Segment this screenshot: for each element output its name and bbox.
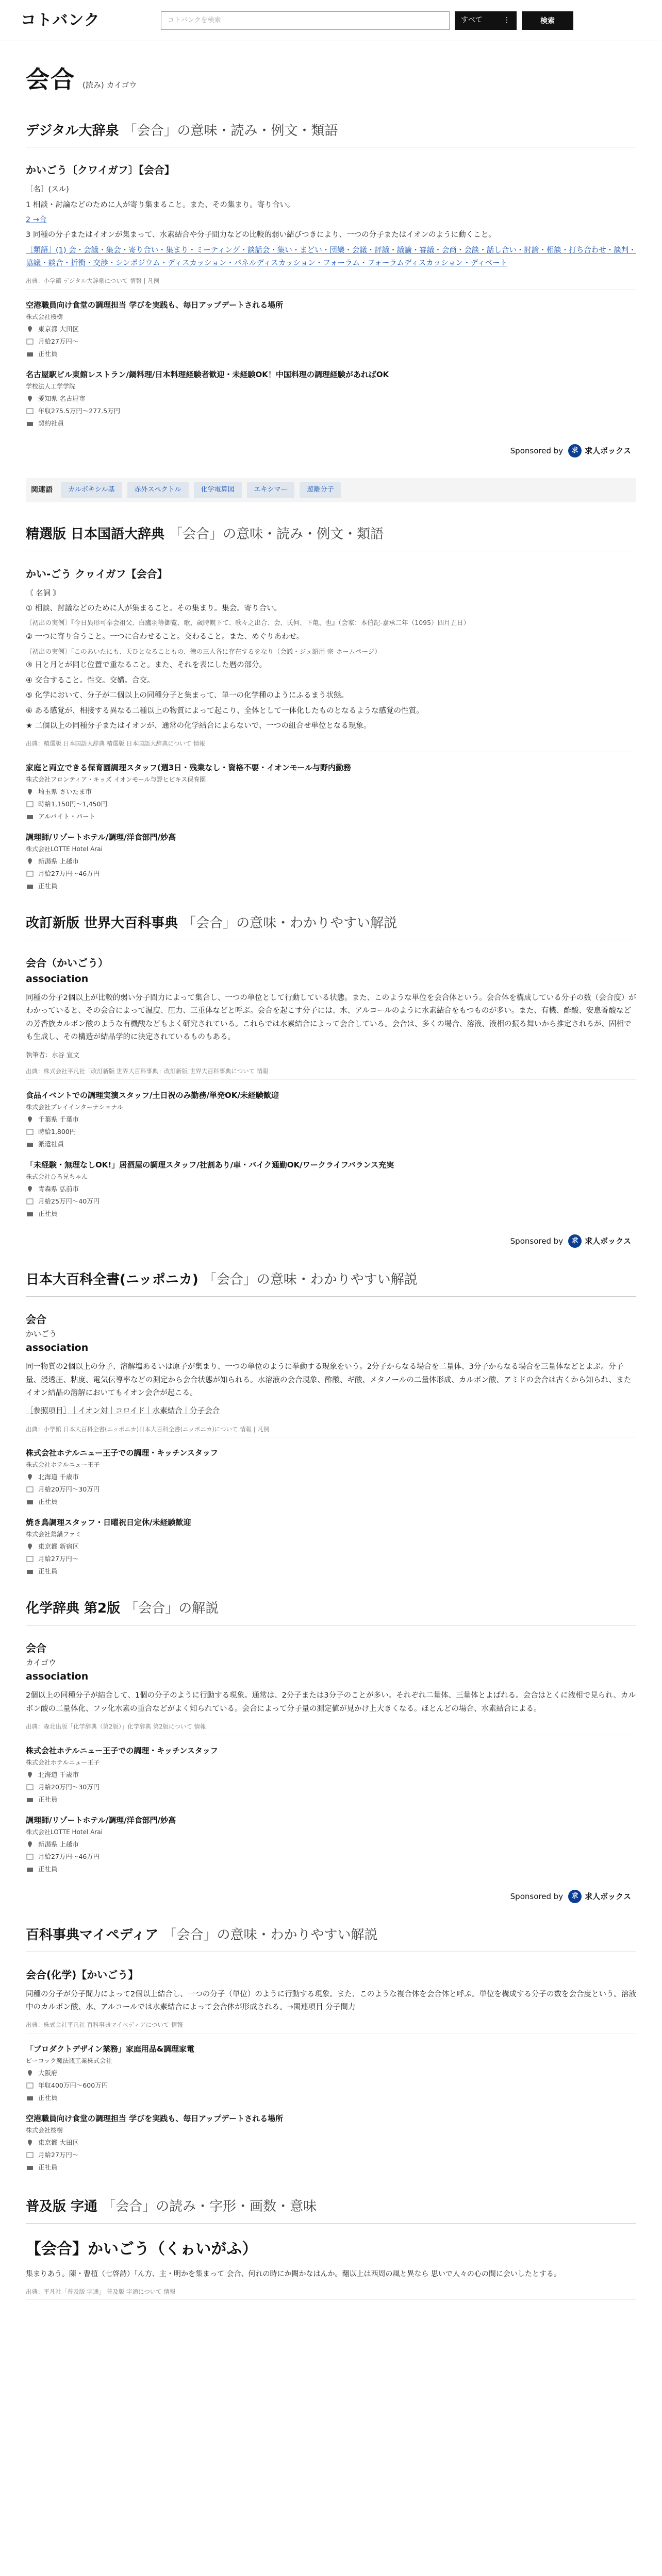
search-area (161, 11, 573, 30)
job-company: 株式会社LOTTE Hotel Arai (26, 1828, 103, 1836)
entry-heading: 会合 (26, 1642, 46, 1655)
job-pay: 月給25万円〜40万円 (26, 1196, 636, 1207)
related-chip[interactable]: エキシマー (247, 482, 295, 498)
entry-heading: 会合 (26, 1313, 46, 1326)
job-pay: 月給20万円〜30万円 (26, 1782, 636, 1792)
job-pay: 月給27万円〜46万円 (26, 869, 636, 879)
location-icon (26, 1543, 34, 1551)
section-title (26, 1598, 636, 1625)
entry-heading: 会合(化学)【かいごう】 (26, 1968, 139, 1981)
main-content (0, 41, 662, 2300)
dict-subtitle: 「会合」の読み・字形・画数・意味 (102, 2199, 317, 2215)
definition: ② 一つに寄り合うこと。一つに合わせること。交わること。また、めぐりあわせ。 (26, 633, 304, 641)
dict-subtitle: 「会合」の解説 (125, 1601, 219, 1617)
section-nipponica (26, 1269, 636, 1577)
job-type: 正社員 (26, 1566, 636, 1577)
dict-name: 改訂新版 世界大百科事典 (26, 916, 178, 931)
job-listing[interactable] (26, 761, 636, 822)
search-scope-label: すべて (461, 16, 483, 25)
briefcase-icon (26, 1795, 34, 1804)
entry-english: association (26, 1342, 89, 1353)
dict-subtitle: 「会合」の意味・わかりやすい解説 (203, 1272, 418, 1288)
job-title[interactable]: 焼き鳥調理スタッフ・日曜祝日定休/未経験歓迎 (26, 1518, 191, 1528)
related-chip[interactable]: 遊離分子 (300, 482, 341, 498)
section-daijisen (26, 121, 636, 458)
job-company: 株式会社桜樹 (26, 313, 63, 320)
briefcase-icon (26, 1140, 34, 1148)
job-location: 東京都 大田区 (26, 324, 636, 334)
yen-icon (26, 2151, 34, 2159)
job-listing[interactable] (26, 299, 636, 359)
job-listing[interactable] (26, 2043, 636, 2103)
definition: ③ 日と月とが同じ位置で重なること。また、それを表にした暦の部分。 (26, 661, 267, 670)
job-company: 株式会社鶏鍋ファミ (26, 1531, 81, 1538)
job-title[interactable]: 名古屋駅ビル東館レストラン/鍋料理/日本料理経験者歓迎・未経験OK！中国料理の調理経験があればOK (26, 370, 389, 380)
related-chip[interactable]: 赤外スペクトル (127, 482, 189, 498)
job-company: 株式会社桜樹 (26, 2126, 63, 2134)
source-meta: 出典：株式会社平凡社 百科事典マイペディアについて 情報 (26, 2020, 636, 2033)
entry-english: association (26, 973, 89, 985)
dict-subtitle: 「会合」の意味・読み・例文・類語 (123, 123, 338, 139)
yen-icon (26, 1853, 34, 1861)
briefcase-icon (26, 882, 34, 890)
location-icon (26, 1473, 34, 1481)
sponsor-logo[interactable]: 求 求人ボックス (568, 444, 631, 457)
location-icon (26, 1840, 34, 1849)
job-title[interactable]: 「プロダクトデザイン業務」家庭用品&調理家電 (26, 2044, 195, 2054)
source-meta: 出典：小学館 日本大百科全書(ニッポニカ)日本大百科全書(ニッポニカ)について 情報 | 凡例 (26, 1425, 636, 1437)
job-type: 正社員 (26, 2162, 636, 2173)
entry-body (26, 183, 636, 270)
section-title (26, 1925, 636, 1952)
section-title (26, 121, 636, 148)
source-meta: 出典：平凡社「普及版 字通」 普及版 字通について 情報 (26, 2287, 636, 2300)
job-title[interactable]: 株式会社ホテルニュー王子での調理・キッチンスタッフ (26, 1448, 218, 1458)
briefcase-icon (26, 2163, 34, 2172)
job-company: 株式会社フロンティア・キッズ イオンモール与野ヒビキス保育園 (26, 775, 206, 783)
search-scope-select[interactable] (455, 11, 517, 30)
job-location: 千葉県 千葉市 (26, 1114, 636, 1125)
related-chip[interactable]: カルボキシル基 (61, 482, 122, 498)
job-listing[interactable] (26, 1516, 636, 1577)
job-location: 東京都 新宿区 (26, 1541, 636, 1552)
location-icon (26, 1115, 34, 1124)
location-icon (26, 2139, 34, 2147)
sponsor (26, 444, 636, 457)
yen-icon (26, 407, 34, 415)
job-type: 派遣社員 (26, 1139, 636, 1149)
job-title[interactable]: 株式会社ホテルニュー王子での調理・キッチンスタッフ (26, 1745, 218, 1755)
briefcase-icon (26, 812, 34, 821)
search-input[interactable] (161, 11, 450, 30)
dict-name: 精選版 日本国語大辞典 (26, 527, 165, 542)
job-type: 正社員 (26, 1794, 636, 1805)
job-type: 正社員 (26, 1209, 636, 1219)
job-pay: 月給20万円〜30万円 (26, 1484, 636, 1495)
entry-english: association (26, 1671, 89, 1683)
entry-reading: かいごう (26, 1329, 57, 1338)
job-listing[interactable] (26, 1447, 636, 1507)
job-title[interactable]: 「未経験・無理なしOK!」居酒屋の調理スタッフ/社割あり/車・バイク通勤OK/ワークライフバランス充実 (26, 1160, 394, 1170)
entry-body: 同一物質の2個以上の分子、溶解塩あるいは原子が集まり、一つの単位のように挙動する現象をいう。2分子からなる場合を二量体、3分子からなる場合を三量体などとよぶ。分子量、浸透圧、粘度、電気伝導率などの測定から会合状態が知られる。水溶液の会合現象、酢酸、ギ酸、メタノールの二量体形成、カルボン酸、アミドの会合は古くから知られ、またイオン結晶の溶解においてもイオン会合が起こる。 (26, 1363, 632, 1397)
job-company: 株式会社ホテルニュー王子 (26, 1758, 100, 1766)
search-button[interactable]: 検索 (522, 11, 573, 30)
job-location: 愛知県 名古屋市 (26, 394, 636, 404)
top-bar (0, 0, 662, 41)
job-listing[interactable] (26, 2112, 636, 2173)
job-listing[interactable] (26, 368, 636, 429)
author: 執筆者：水谷 宣文 (26, 1050, 79, 1059)
job-type: アルバイト・パート (26, 811, 636, 822)
section-mypedia (26, 1925, 636, 2173)
dict-name: 普及版 字通 (26, 2199, 98, 2215)
location-icon (26, 788, 34, 796)
job-company: 学校法人工学学院 (26, 383, 76, 391)
location-icon (26, 857, 34, 866)
job-location: 新潟県 上越市 (26, 1839, 636, 1850)
kyujinbox-icon: 求 (568, 1234, 582, 1248)
page-title-reading: (読み) カイゴウ (82, 80, 137, 90)
sponsor-logo[interactable]: 求 求人ボックス (568, 1234, 631, 1248)
definition: 1 相談・討論などのために人が寄り集まること。また、その集まり。寄り合い。 (26, 200, 295, 209)
yen-icon (26, 1128, 34, 1136)
dict-subtitle: 「会合」の意味・読み・例文・類語 (169, 527, 384, 542)
job-listing[interactable] (26, 831, 636, 891)
related-label: 関連語 (31, 486, 53, 495)
definition: ④ 交合すること。性交。交媾。合交。 (26, 676, 155, 685)
entry-body: 同種の分子が分子間力によって2個以上結合し、一つの分子（単位）のように行動する現象。また、このような複合体を会合体と呼ぶ。単位を構成する分子の数を会合度という。溶液中のカルボン酸、水、アルコールでは水素結合によって会合体が形成される。→関連項目 分子間力 (26, 1990, 637, 2011)
source-meta: 出典：森北出版「化学辞典（第2版）」化学辞典 第2版について 情報 (26, 1722, 636, 1735)
synonyms[interactable]: ［類語］(1) 会・会議・集会・寄り合い・集まり・ミーティング・談話会・集い・まどい・団欒・会議・評議・議論・審議・会商・会談・話し合い・討論・相談・打ち合わせ・談判・協議・談合・折衝・交渉・シンポジウム・ディスカッション・パネルディスカッション・フォーラム・フォーラムディスカッション・ディベート (26, 246, 636, 268)
sponsor-label: Sponsored by (510, 1891, 564, 1901)
job-location: 埼玉県 さいたま市 (26, 787, 636, 797)
kyujinbox-icon: 求 (568, 444, 582, 457)
definition: ⑥ ある感覚が、相接する異なる二種以上の物質によって起こり、全体として一体化したものとなるような感覚の性質。 (26, 706, 424, 715)
yen-icon (26, 337, 34, 346)
definition-link[interactable]: 2 →合 (26, 215, 47, 224)
dict-name: 化学辞典 第2版 (26, 1601, 121, 1617)
job-title[interactable]: 家庭と両立できる保育園調理スタッフ(週3日・残業なし・資格不要・イオンモール与野内勤務 (26, 762, 351, 772)
section-title (26, 2196, 636, 2224)
section-jitsu (26, 2196, 636, 2300)
job-title[interactable]: 空港職員向け食堂の調理担当 学びを実践も、毎日アップデートされる場所 (26, 2113, 284, 2123)
job-location: 北海道 千歳市 (26, 1770, 636, 1780)
section-kagaku-jiten (26, 1598, 636, 1903)
definition: ① 相談、討議などのために人が集まること。その集まり。集会。寄り合い。 (26, 604, 282, 613)
briefcase-icon (26, 1865, 34, 1873)
job-listing[interactable] (26, 1744, 636, 1805)
chevron-down-icon: ⋮ (503, 16, 510, 25)
dict-subtitle: 「会合」の意味・わかりやすい解説 (183, 916, 398, 931)
briefcase-icon (26, 1498, 34, 1506)
job-location: 青森県 弘前市 (26, 1184, 636, 1194)
headword (26, 41, 636, 99)
job-title[interactable]: 調理師/リゾートホテル/調理/洋食部門/妙高 (26, 832, 176, 842)
job-company: 株式会社ひろ兄ちゃん (26, 1173, 88, 1181)
job-location: 新潟県 上越市 (26, 856, 636, 867)
kyujinbox-icon: 求 (568, 1890, 582, 1903)
job-listing[interactable] (26, 1814, 636, 1874)
briefcase-icon (26, 350, 34, 358)
related-terms (26, 478, 636, 502)
yen-icon (26, 800, 34, 808)
quotation: 〔初出の実例〕「このあいたにも、天ひとなることもの、徳の三人各に存在するをなり（会議・ジュ語用 宗-ホームページ） (26, 647, 381, 655)
section-title (26, 524, 636, 551)
site-logo[interactable]: コトバンク (21, 11, 100, 29)
dict-name: 日本大百科全書(ニッポニカ) (26, 1272, 198, 1288)
job-type: 正社員 (26, 881, 636, 891)
job-location: 東京都 大田区 (26, 2138, 636, 2148)
related-chip[interactable]: 化学電算図 (194, 482, 242, 498)
pos-label: 〘 名詞 〙 (26, 589, 61, 598)
sponsor (26, 1234, 636, 1248)
sponsor-label: Sponsored by (510, 1236, 564, 1246)
location-icon (26, 1771, 34, 1779)
job-location: 大阪府 (26, 2068, 636, 2078)
job-pay: 時給1,800円 (26, 1127, 636, 1137)
job-pay: 年収400万円〜600万円 (26, 2080, 636, 2091)
location-icon (26, 395, 34, 403)
sponsor-logo[interactable]: 求 求人ボックス (568, 1890, 631, 1903)
job-pay: 月給27万円〜 (26, 2150, 636, 2160)
yen-icon (26, 1555, 34, 1563)
definition: ⑤ 化学において、分子が二個以上の同種分子と集まって、単一の化学種のようにふるまう状態。 (26, 691, 349, 700)
briefcase-icon (26, 1567, 34, 1575)
section-title (26, 1269, 636, 1297)
job-type: 正社員 (26, 1864, 636, 1874)
quotation: 〔初出の実例〕『今日異形可奉会祖父、白鷹羽等御覧、歌、歳時幌下て、歌々之出合、会、氏何、下亀、也』（会家：本伯記-嘉承二年（1095）四月五日） (26, 619, 470, 627)
definition: ★ 二個以上の同種分子またはイオンが、通常の化学結合によらないで、一つの組合せ単位となる現象。 (26, 721, 371, 730)
job-title[interactable]: 調理師/リゾートホテル/調理/洋食部門/妙高 (26, 1815, 176, 1825)
job-pay: 時給1,150円〜1,450円 (26, 799, 636, 809)
location-icon (26, 1185, 34, 1193)
entry-heading: かいごう〔クワイガフ〕【会合】 (26, 164, 175, 177)
dict-name: 百科事典マイペディア (26, 1927, 159, 1943)
job-pay: 年収275.5万円〜277.5万円 (26, 406, 636, 416)
pos-label: ［名］(スル) (26, 185, 69, 194)
section-sekai-daihyakka (26, 913, 636, 1248)
location-icon (26, 325, 34, 333)
job-company: 株式会社プレイインターナショナル (26, 1103, 123, 1111)
job-type: 正社員 (26, 349, 636, 359)
entry-heading: かい-ごう クヮイガフ【会合】 (26, 567, 168, 580)
job-location: 北海道 千歳市 (26, 1472, 636, 1482)
entry-body: 同種の分子2個以上が比較的弱い分子間力によって集合し、一つの単位として行動している状態。また、このような単位を会合体という。会合体を構成している分子の数（会合度）がわかっていると、その会合によって温度、圧力、三重体などと呼ぶ。会合を起こす分子には、水、アルコールのように水素結合をもつものが多い。また、有機、酢酸、安息香酸などの芳香族カルボン酸のような有機酸などもよく研究されている。これらでは水素結合によって会合している。会合は、多くの場合、溶液、液相の振る舞いから推定されるが、固相でも生成し、その構造が結晶学的に決定されているものもある。 (26, 994, 636, 1042)
section-seisen (26, 524, 636, 891)
location-icon (26, 2069, 34, 2077)
job-title[interactable]: 空港職員向け食堂の調理担当 学びを実践も、毎日アップデートされる場所 (26, 300, 284, 310)
job-company: 株式会社ホテルニュー王子 (26, 1461, 100, 1469)
job-company: ビーコック魔法瓶工業株式会社 (26, 2057, 112, 2064)
sponsor-label: Sponsored by (510, 446, 564, 456)
briefcase-icon (26, 419, 34, 428)
source-meta: 出典：精選版 日本国語大辞典 精選版 日本国語大辞典について 情報 (26, 739, 636, 752)
section-title (26, 913, 636, 940)
sponsor (26, 1890, 636, 1903)
job-listing[interactable] (26, 1159, 636, 1219)
source-meta: 出典：株式会社平凡社「改訂新版 世界大百科事典」改訂新版 世界大百科事典について 情報 (26, 1066, 636, 1079)
definition: 3 同種の分子またはイオンが集まって、水素結合や分子間力などの比較的弱い結びつきにより、一つの分子またはイオンのように動くこと。 (26, 231, 496, 240)
entry-body: 集まりあう。陳・曹植（七啓詩）「ん方、主・明かを集まって 会合、何れの時にか闕かなはんか。翻以上は西周の風と異なら 思いで人々の心の間に会いしたとする。 (26, 2269, 561, 2278)
dict-name: デジタル大辞泉 (26, 123, 119, 139)
source-meta: 出典：小学館 デジタル大辞泉について 情報 | 凡例 (26, 276, 636, 289)
page-title: 会合 (26, 65, 75, 93)
briefcase-icon (26, 2094, 34, 2102)
dict-subtitle: 「会合」の意味・わかりやすい解説 (163, 1927, 378, 1943)
briefcase-icon (26, 1210, 34, 1218)
yen-icon (26, 1783, 34, 1791)
job-pay: 月給27万円〜 (26, 336, 636, 347)
entry-body: 2個以上の同種分子が結合して、1個の分子のように行動する現象。通常は、2分子または3分子のことが多い。それぞれ二量体、三量体とよばれる。会合はとくに液相で見られ、カルボン酸の二量体化、フッ化水素の重合などがよく知られている。会合によって分子量の測定値が見かけ上大きくなる。ほとんどの場合、水素結合による。 (26, 1691, 636, 1713)
job-title[interactable]: 食品イベントでの調理実演スタッフ/土日祝のみ勤務/単発OK/未経験歓迎 (26, 1090, 279, 1100)
reference-links[interactable]: ［参照項目］｜イオン対｜コロイド｜水素結合｜分子会合 (26, 1407, 220, 1416)
entry-heading: 会合（かいごう） (26, 956, 108, 969)
yen-icon (26, 1485, 34, 1494)
yen-icon (26, 2081, 34, 2090)
job-listing[interactable] (26, 1089, 636, 1149)
job-pay: 月給27万円〜46万円 (26, 1852, 636, 1862)
job-company: 株式会社LOTTE Hotel Arai (26, 845, 103, 853)
yen-icon (26, 1197, 34, 1206)
yen-icon (26, 870, 34, 878)
entry-reading: カイゴウ (26, 1658, 56, 1668)
job-type: 正社員 (26, 1497, 636, 1507)
entry-body (26, 587, 636, 733)
entry-heading: 【会合】かいごう（くゎいがふ） (26, 2240, 258, 2258)
job-type: 正社員 (26, 2093, 636, 2103)
job-type: 契約社員 (26, 418, 636, 429)
job-pay: 月給27万円〜 (26, 1554, 636, 1564)
